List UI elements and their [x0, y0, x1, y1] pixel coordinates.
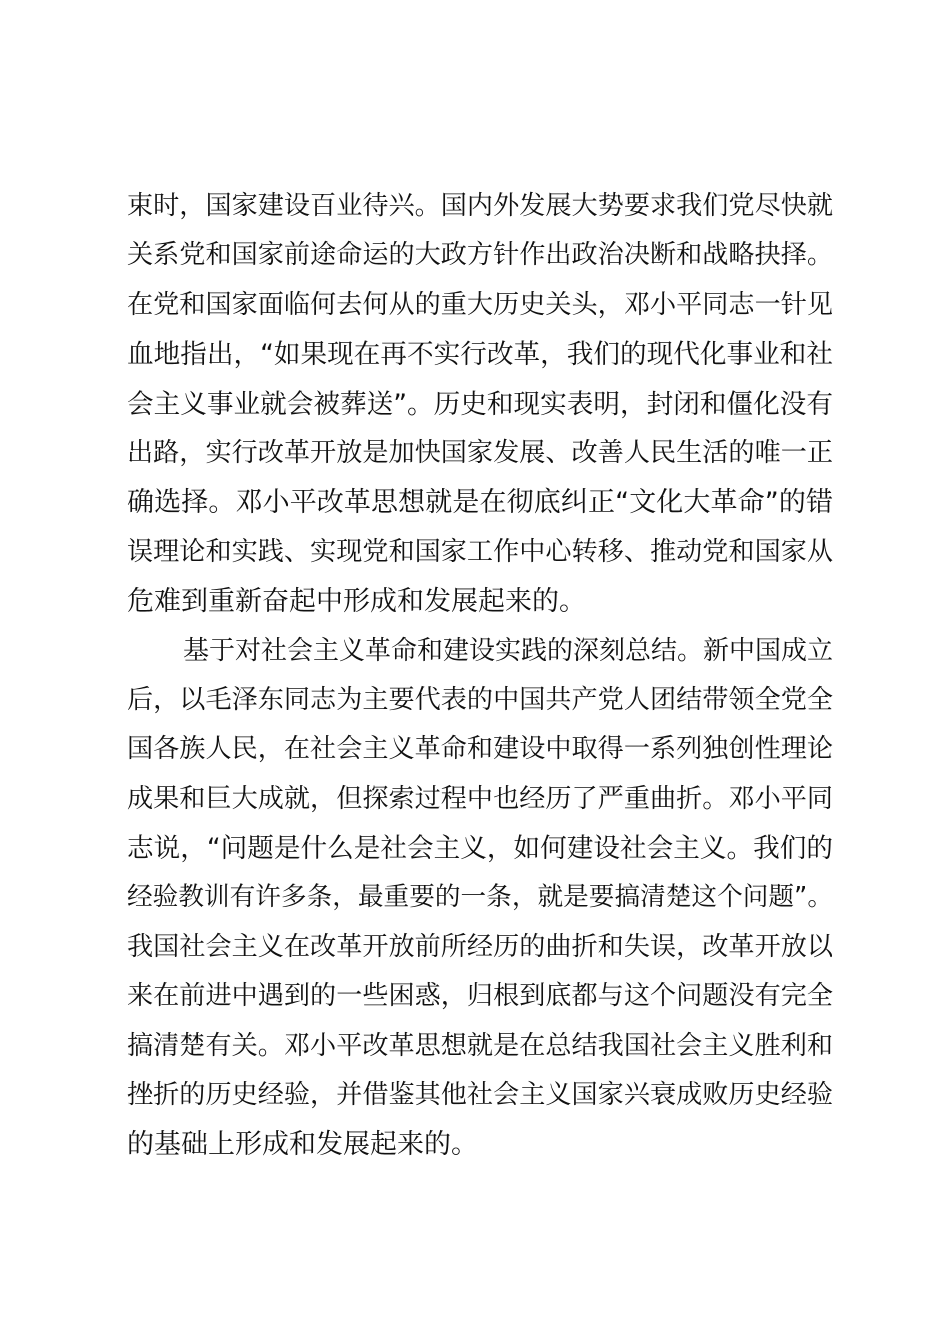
- paragraph-1-line-8: 误理论和实践、实现党和国家工作中心转移、推动党和国家从: [127, 536, 833, 567]
- paragraph-1-line-1: 束时，国家建设百业待兴。国内外发展大势要求我们党尽快就: [127, 191, 833, 221]
- paragraph-2-line-7: 我国社会主义在改革开放前所经历的曲折和失误，改革开放以: [127, 931, 833, 962]
- body-text: [127, 182, 833, 1170]
- paragraph-2-line-1: 基于对社会主义革命和建设实践的深刻总结。新中国成立: [183, 635, 834, 666]
- paragraph-1-line-6: 出路，实行改革开放是加快国家发展、改善人民生活的唯一正: [127, 437, 833, 468]
- paragraph-2-line-10: 挫折的历史经验，并借鉴其他社会主义国家兴衰成败历史经验: [127, 1080, 833, 1111]
- paragraph-1-line-3: 在党和国家面临何去何从的重大历史关头，邓小平同志一针见: [127, 289, 833, 320]
- paragraph-2-line-3: 国各族人民，在社会主义革命和建设中取得一系列独创性理论: [127, 734, 833, 765]
- paragraph-2-line-6: 经验教训有许多条，最重要的一条，就是要搞清楚这个问题”。: [127, 882, 833, 913]
- paragraph-2-line-4: 成果和巨大成就，但探索过程中也经历了严重曲折。邓小平同: [127, 783, 833, 814]
- paragraph-2-line-8: 来在前进中遇到的一些困惑，归根到底都与这个问题没有完全: [127, 981, 833, 1012]
- paragraph-1-line-7: 确选择。邓小平改革思想就是在彻底纠正“文化大革命”的错: [127, 487, 833, 519]
- paragraph-2-line-2: 后，以毛泽东同志为主要代表的中国共产党人团结带领全党全: [127, 684, 833, 715]
- paragraph-2-line-5: 志说，“问题是什么是社会主义，如何建设社会主义。我们的: [127, 833, 833, 865]
- paragraph-1-line-2: 关系党和国家前途命运的大政方针作出政治决断和战略抉择。: [127, 240, 833, 271]
- paragraph-1-line-9: 危难到重新奋起中形成和发展起来的。: [127, 586, 586, 618]
- paragraph-1-line-5: 会主义事业就会被葬送”。历史和现实表明，封闭和僵化没有: [127, 388, 833, 420]
- paragraph-2-line-9: 搞清楚有关。邓小平改革思想就是在总结我国社会主义胜利和: [127, 1030, 833, 1061]
- paragraph-1-line-4: 血地指出，“如果现在再不实行改革，我们的现代化事业和社: [127, 339, 833, 371]
- paragraph-2-line-11: 的基础上形成和发展起来的。: [127, 1129, 478, 1161]
